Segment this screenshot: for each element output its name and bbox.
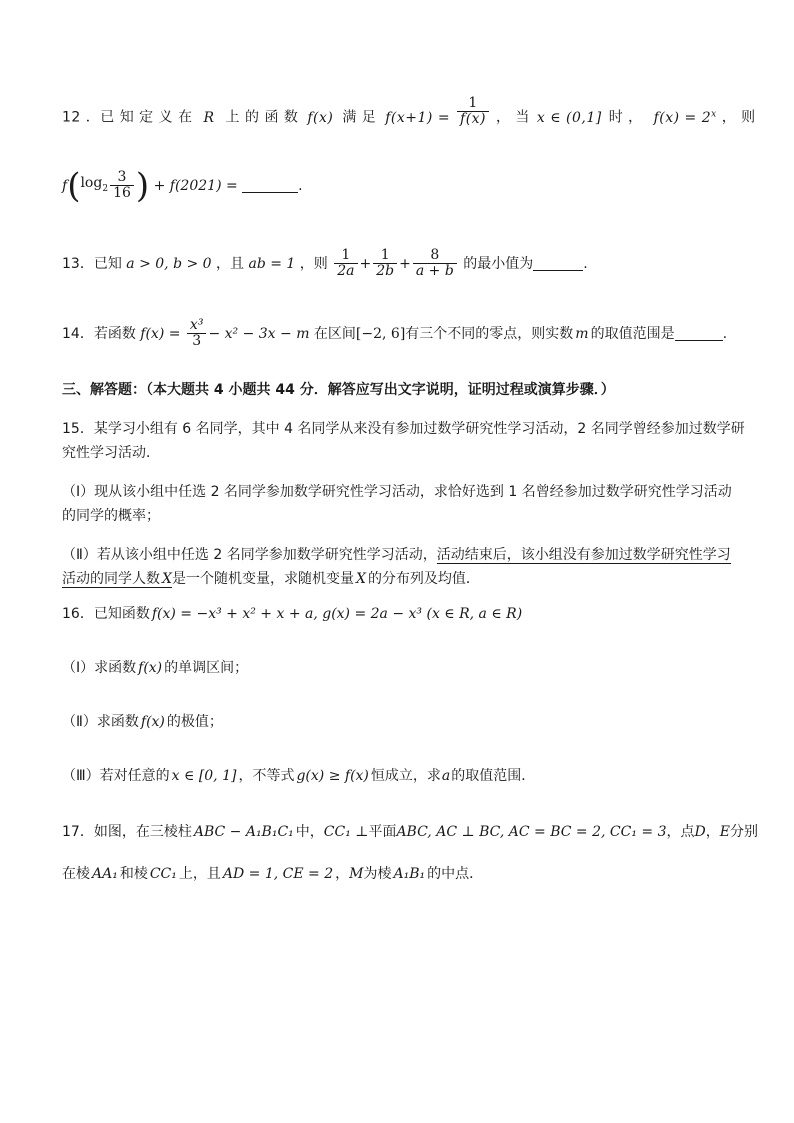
q14-frac: [187, 318, 207, 350]
q13-answer-blank[interactable]: [533, 256, 583, 271]
q16-part3-ineq: g(x) ≥ f(x): [296, 768, 369, 784]
q13-ab: ab = 1: [248, 255, 296, 272]
q17-line2-a: 在棱: [62, 866, 90, 882]
q12-fdef-pre: f(x) = 2: [653, 109, 712, 126]
q12-frac-num: 1: [457, 96, 489, 112]
q17-line2-e: 为棱: [363, 866, 392, 882]
q17-text-d: 分别: [729, 824, 758, 840]
q12-R: R: [203, 109, 215, 126]
q17-cond1: CC₁ ⊥: [323, 824, 369, 840]
q17-text-b: 平面: [368, 824, 397, 840]
q15-part2-text-b: 活动的同学人数: [62, 571, 160, 587]
q15-X2: X: [355, 571, 366, 587]
q12-lhs: f(x+1) =: [385, 109, 451, 126]
q12-paren-open: (: [67, 165, 81, 206]
q12-text-a: ．已 知 定 义 在: [85, 109, 193, 126]
q16-part3: [62, 766, 734, 786]
q12-log-num: 3: [110, 170, 134, 186]
q17-line2-b: 和棱: [119, 866, 148, 882]
q13-frac2: [373, 248, 397, 280]
q14-f-den: 3: [192, 333, 202, 350]
q14-text-b: 有三个不同的零点，则实数: [405, 325, 574, 342]
q12-log-fraction: [110, 170, 134, 202]
q13-plus2: +: [399, 255, 411, 272]
q13-text-a: ，且: [216, 255, 245, 272]
q17-line2-f: 的中点．: [427, 866, 484, 882]
q17-line2: [62, 864, 734, 884]
q16-part1-fx: f(x): [138, 660, 163, 676]
q13-text-b: ，则: [299, 255, 328, 272]
q17-text-c: ，点: [666, 824, 695, 840]
q12-fdef-exp: x: [711, 109, 717, 119]
q16-part1-a: （Ⅰ）求函数: [62, 660, 137, 676]
q14-text-c: 的取值范围是: [590, 325, 675, 342]
q12-line2-f: f: [62, 177, 68, 194]
q13-cond: a > 0, b > 0: [126, 255, 212, 272]
q13-f3-den: a + b: [415, 263, 454, 280]
q16-prefix: 16．已知函数: [62, 606, 150, 622]
q16-part3-d: 的取值范围．: [451, 768, 536, 784]
q12-fx: f(x): [307, 109, 334, 126]
q14-f-num: x³: [187, 318, 207, 334]
q13-prefix: 13．已知: [62, 255, 122, 272]
q14-fx: f(x) =: [140, 325, 181, 342]
section-3-heading: 三、解答题：（本大题共 4 小题共 44 分．解答应写出文字说明，证明过程或演算步骤．）: [62, 382, 615, 398]
q14-text-a: 在区间: [313, 325, 356, 342]
q15-part2-text-a: （Ⅱ）若从该小组中任选 2 名同学参加数学研究性学习活动，: [62, 547, 437, 563]
q15-part1-line1: （Ⅰ）现从该小组中任选 2 名同学参加数学研究性学习活动，求恰好选到 1 名曾经参加过数学研究性学习活动: [62, 484, 732, 500]
q17-prism: ABC − A₁B₁C₁: [193, 824, 294, 840]
q12-number: 12: [62, 109, 81, 126]
q12-log-den: 16: [113, 185, 131, 202]
q16-part1-b: 的单调区间；: [164, 660, 249, 676]
q13-line: [62, 248, 734, 278]
q13-f3-num: 8: [413, 248, 457, 264]
q12-text-b: 上 的 函 数: [225, 109, 299, 126]
q13-frac3: [413, 248, 457, 280]
q17-line1: [62, 822, 758, 842]
q15-line1: 15．某学习小组有 6 名同学，其中 4 名同学从来没有参加过数学研究性学习活动，2 名同学曾经参加过数学研: [62, 421, 745, 437]
q16-formula: f(x) = −x³ + x² + x + a, g(x) = 2a − x³ (x ∈ R, a ∈ R): [151, 606, 523, 622]
q12-line1: [62, 94, 756, 128]
q17-D: D: [694, 824, 706, 840]
q15-part2-text-d: 的分布列及均值．: [367, 571, 480, 587]
q14-line: [62, 318, 734, 348]
q13-f2-den: 2b: [376, 263, 395, 280]
q13-f2-num: 1: [373, 248, 397, 264]
q13-f1-num: 1: [334, 248, 357, 264]
q13-plus1: +: [359, 255, 372, 272]
q12-fraction: [457, 96, 489, 128]
q14-prefix: 14．若函数: [62, 325, 136, 342]
q16-part3-x: x ∈ [0, 1]: [171, 768, 237, 784]
q12-log: [80, 174, 109, 194]
q12-end: .: [298, 177, 303, 194]
q12-log-text: log: [80, 174, 103, 191]
q16-part3-b: ，不等式: [238, 768, 295, 784]
q15-part2-line1: [62, 545, 734, 565]
q16-part3-a-var: a: [441, 768, 451, 784]
q12-fdef: [654, 110, 717, 126]
q14-interval: [−2, 6]: [355, 325, 406, 342]
q16-part3-a: （Ⅲ）若对任意的: [62, 768, 170, 784]
q12-text-c: 满 足: [342, 109, 377, 126]
q12-frac-den: f(x): [460, 111, 487, 128]
q16-part2-fx: f(x): [140, 714, 165, 730]
q15-part2-underlined-b: [62, 571, 172, 588]
q17-CC1: CC₁: [149, 866, 177, 882]
q16-part2-b: 的极值；: [166, 714, 223, 730]
q12-log-base: 2: [102, 183, 109, 194]
q14-answer-blank[interactable]: [675, 326, 723, 341]
q14-end: .: [722, 325, 728, 342]
q17-prefix: 17．如图，在三棱柱: [62, 824, 192, 840]
q13-text-c: 的最小值为: [463, 255, 534, 272]
q12-cond: x ∈ (0,1]: [536, 109, 602, 126]
q12-line2: [62, 165, 734, 206]
q14-m: m: [575, 325, 589, 342]
q16-part1: [62, 658, 734, 678]
q15-part2-line2: [62, 569, 734, 589]
q15-X: X: [162, 571, 172, 587]
q15-part1-line2: 的同学的概率；: [62, 508, 160, 524]
q17-text-a: 中，: [295, 824, 324, 840]
q17-cond2: ABC, AC ⊥ BC, AC = BC = 2, CC₁ = 3: [396, 824, 667, 840]
q16-part2: [62, 712, 734, 732]
q16-part3-c: 恒成立，求: [370, 768, 441, 784]
q17-E: E: [719, 824, 730, 840]
q12-plus: + f(2021) =: [153, 177, 238, 194]
q13-f1-den: 2a: [337, 263, 355, 280]
q17-A1B1: A₁B₁: [393, 866, 426, 882]
q12-paren-close: ): [135, 165, 150, 206]
q12-text-d: ， 当: [495, 109, 530, 126]
q13-end: .: [583, 255, 588, 272]
q15-part2-text-c: 是一个随机变量，求随机变量: [171, 571, 354, 587]
q12-answer-blank[interactable]: [242, 178, 298, 193]
q17-M: M: [349, 866, 364, 882]
q13-frac1: [334, 248, 357, 280]
q15-part2-underlined-a: 活动结束后，该小组没有参加过数学研究性学习: [436, 547, 731, 563]
q12-text-e: 时 ，: [608, 109, 643, 126]
q17-cond3: AD = 1, CE = 2: [222, 866, 334, 882]
q17-AA1: AA₁: [92, 866, 118, 882]
q17-line2-d: ，: [335, 866, 350, 882]
q16-line: [62, 604, 734, 624]
q17-line2-c: 上，且: [178, 866, 221, 882]
q17-comma: ，: [705, 824, 720, 840]
q16-part2-a: （Ⅱ）求函数: [62, 714, 139, 730]
q14-rest: − x² − 3x − m: [208, 325, 310, 342]
q15-line2: 究性学习活动．: [62, 445, 160, 461]
q12-text-f: ， 则: [721, 109, 756, 126]
